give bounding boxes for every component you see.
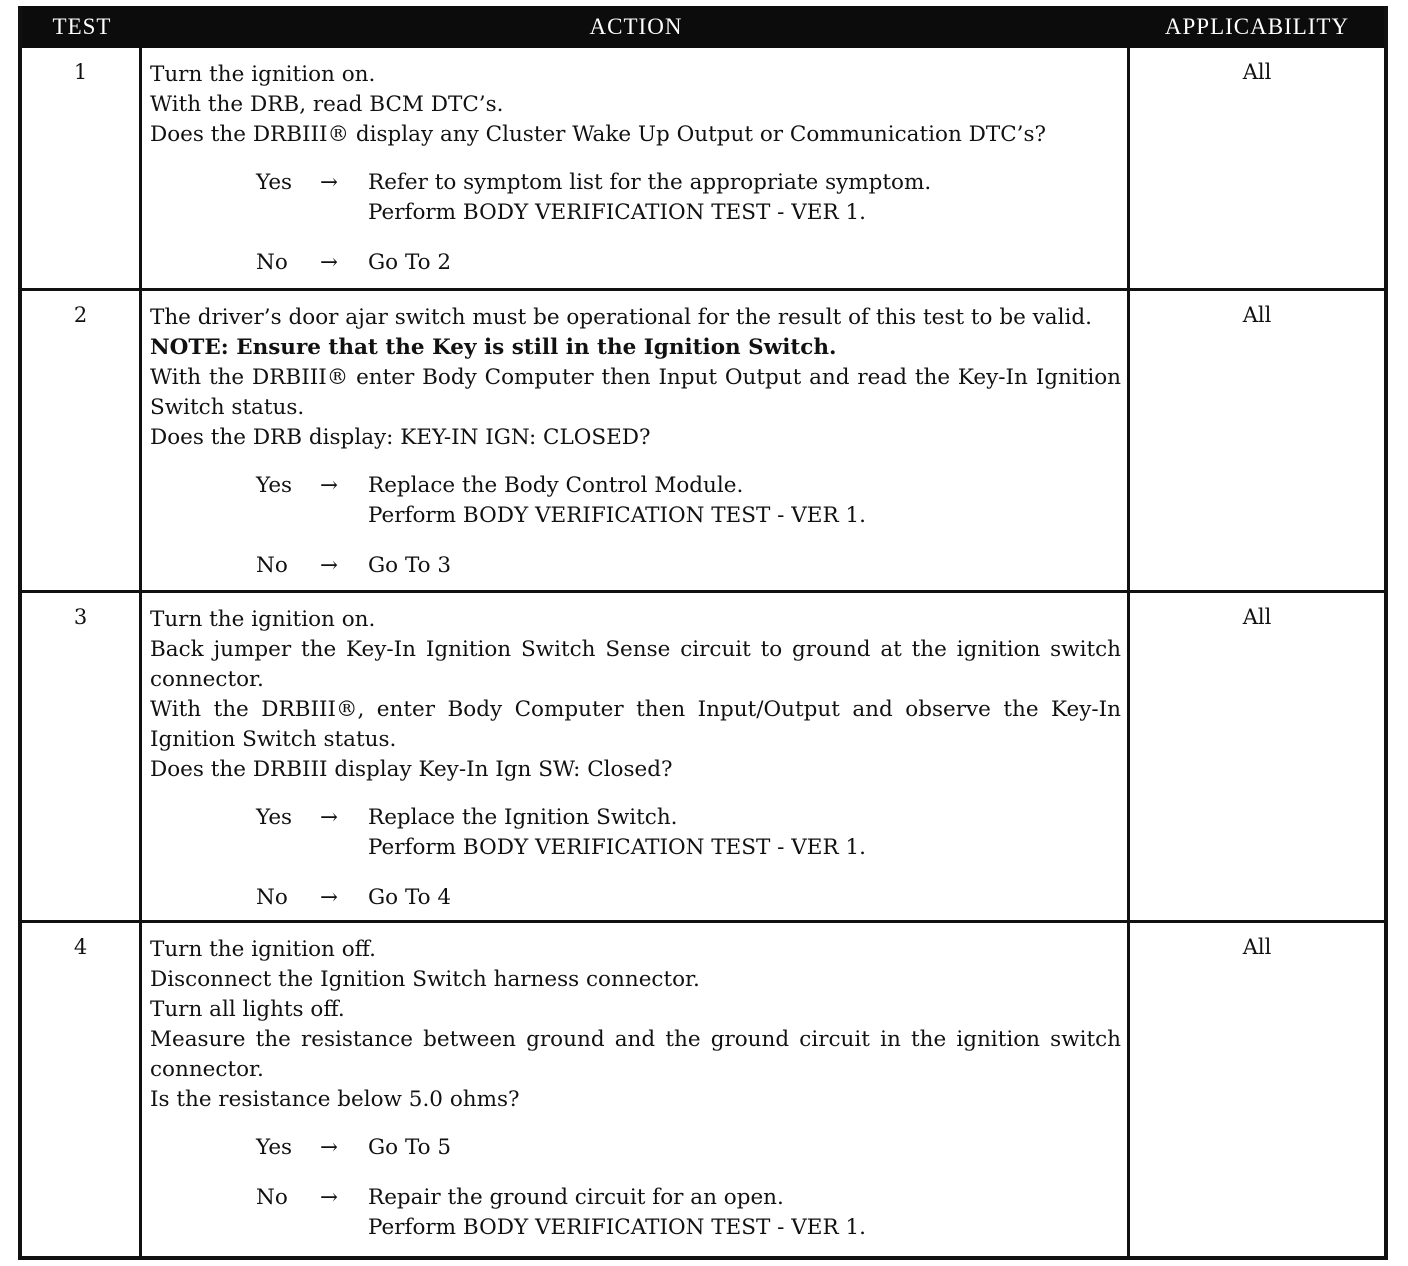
outcome-label: No — [256, 250, 288, 275]
applicability: All — [1242, 605, 1272, 629]
outcome-yes — [256, 803, 1121, 863]
outcome-label: No — [256, 885, 288, 910]
instruction-text: The driver’s door ajar switch must be operational for the result of this test to be valid. — [150, 305, 1092, 330]
instruction-text: Does the DRBIII® display any Cluster Wake Up Output or Communication DTC’s? — [150, 122, 1047, 147]
table-row — [22, 590, 1384, 920]
right-arrow-icon: → — [320, 473, 339, 498]
diagnostic-test-table — [18, 6, 1388, 1260]
outcomes — [150, 1133, 1121, 1243]
table-row — [22, 288, 1384, 590]
instruction-text: With the DRBIII®, enter Body Computer then Input/Output and observe the Key-In Ignition Switch status. — [150, 697, 1121, 752]
table-row — [22, 920, 1384, 1256]
right-arrow-icon: → — [320, 170, 339, 195]
outcome-text — [368, 168, 1121, 228]
outcome-text — [368, 803, 1121, 863]
outcome-label: No — [256, 1185, 288, 1210]
instruction-text: Does the DRBIII display Key-In Ign SW: Closed? — [150, 757, 673, 782]
instruction-text: Back jumper the Key-In Ignition Switch Sense circuit to ground at the ignition switch connector. — [150, 637, 1121, 692]
outcome-line: Replace the Body Control Module. — [368, 473, 744, 498]
table-header — [22, 6, 1384, 48]
instruction-text: With the DRBIII® enter Body Computer then Input Output and read the Key-In Ignition Switch status. — [150, 365, 1121, 420]
outcome-yes — [256, 168, 1121, 228]
outcome-line: Go To 2 — [368, 250, 452, 275]
right-arrow-icon: → — [320, 805, 339, 830]
outcome-line: Go To 3 — [368, 553, 452, 578]
instruction-text: Turn the ignition on. — [150, 62, 376, 87]
outcome-text — [368, 1133, 1121, 1163]
table-body — [22, 48, 1384, 1256]
outcome-no — [256, 551, 1121, 581]
applicability: All — [1242, 935, 1272, 959]
instruction-text: Turn the ignition off. — [150, 937, 376, 962]
header-applicability: APPLICABILITY — [1164, 14, 1350, 39]
action-cell — [142, 593, 1130, 920]
outcome-text — [368, 248, 1121, 278]
test-number: 4 — [22, 923, 142, 1256]
test-number: 1 — [22, 48, 142, 288]
outcome-label: Yes — [256, 170, 293, 195]
right-arrow-icon: → — [320, 553, 339, 578]
outcome-line: Refer to symptom list for the appropriate symptom. — [368, 170, 932, 195]
outcome-no — [256, 248, 1121, 278]
right-arrow-icon: → — [320, 1135, 339, 1160]
action-cell — [142, 291, 1130, 590]
outcome-label: Yes — [256, 1135, 293, 1160]
test-number: 2 — [22, 291, 142, 590]
outcome-label: Yes — [256, 473, 293, 498]
outcome-label: No — [256, 553, 288, 578]
table-row — [22, 48, 1384, 288]
applicability: All — [1242, 303, 1272, 327]
right-arrow-icon: → — [320, 1185, 339, 1210]
outcome-text — [368, 551, 1121, 581]
outcome-yes — [256, 1133, 1121, 1163]
instruction-text: Disconnect the Ignition Switch harness connector. — [150, 967, 700, 992]
instruction-text: Measure the resistance between ground and the ground circuit in the ignition switch connector. — [150, 1027, 1121, 1082]
instruction-text: With the DRB, read BCM DTC’s. — [150, 92, 504, 117]
header-test: TEST — [52, 14, 112, 39]
instruction-text: Is the resistance below 5.0 ohms? — [150, 1087, 520, 1112]
action-cell — [142, 48, 1130, 288]
outcome-line: Perform BODY VERIFICATION TEST - VER 1. — [368, 835, 867, 860]
instruction-text: Does the DRB display: KEY-IN IGN: CLOSED? — [150, 425, 651, 450]
outcomes — [150, 471, 1121, 581]
outcome-text — [368, 471, 1121, 531]
outcome-line: Replace the Ignition Switch. — [368, 805, 678, 830]
outcome-no — [256, 883, 1121, 913]
outcome-line: Go To 5 — [368, 1135, 452, 1160]
outcome-label: Yes — [256, 805, 293, 830]
note-text: NOTE: Ensure that the Key is still in the Ignition Switch. — [150, 335, 837, 360]
outcomes — [150, 168, 1121, 278]
outcome-line: Go To 4 — [368, 885, 452, 910]
outcome-line: Repair the ground circuit for an open. — [368, 1185, 784, 1210]
outcome-line: Perform BODY VERIFICATION TEST - VER 1. — [368, 1215, 867, 1240]
outcome-line: Perform BODY VERIFICATION TEST - VER 1. — [368, 200, 867, 225]
applicability: All — [1242, 60, 1272, 84]
outcomes — [150, 803, 1121, 913]
right-arrow-icon: → — [320, 250, 339, 275]
instruction-text: Turn all lights off. — [150, 997, 345, 1022]
outcome-text — [368, 883, 1121, 913]
instruction-text: Turn the ignition on. — [150, 607, 376, 632]
test-number: 3 — [22, 593, 142, 920]
action-cell — [142, 923, 1130, 1256]
header-action: ACTION — [589, 14, 683, 39]
outcome-text — [368, 1183, 1121, 1243]
outcome-yes — [256, 471, 1121, 531]
outcome-no — [256, 1183, 1121, 1243]
right-arrow-icon: → — [320, 885, 339, 910]
outcome-line: Perform BODY VERIFICATION TEST - VER 1. — [368, 503, 867, 528]
